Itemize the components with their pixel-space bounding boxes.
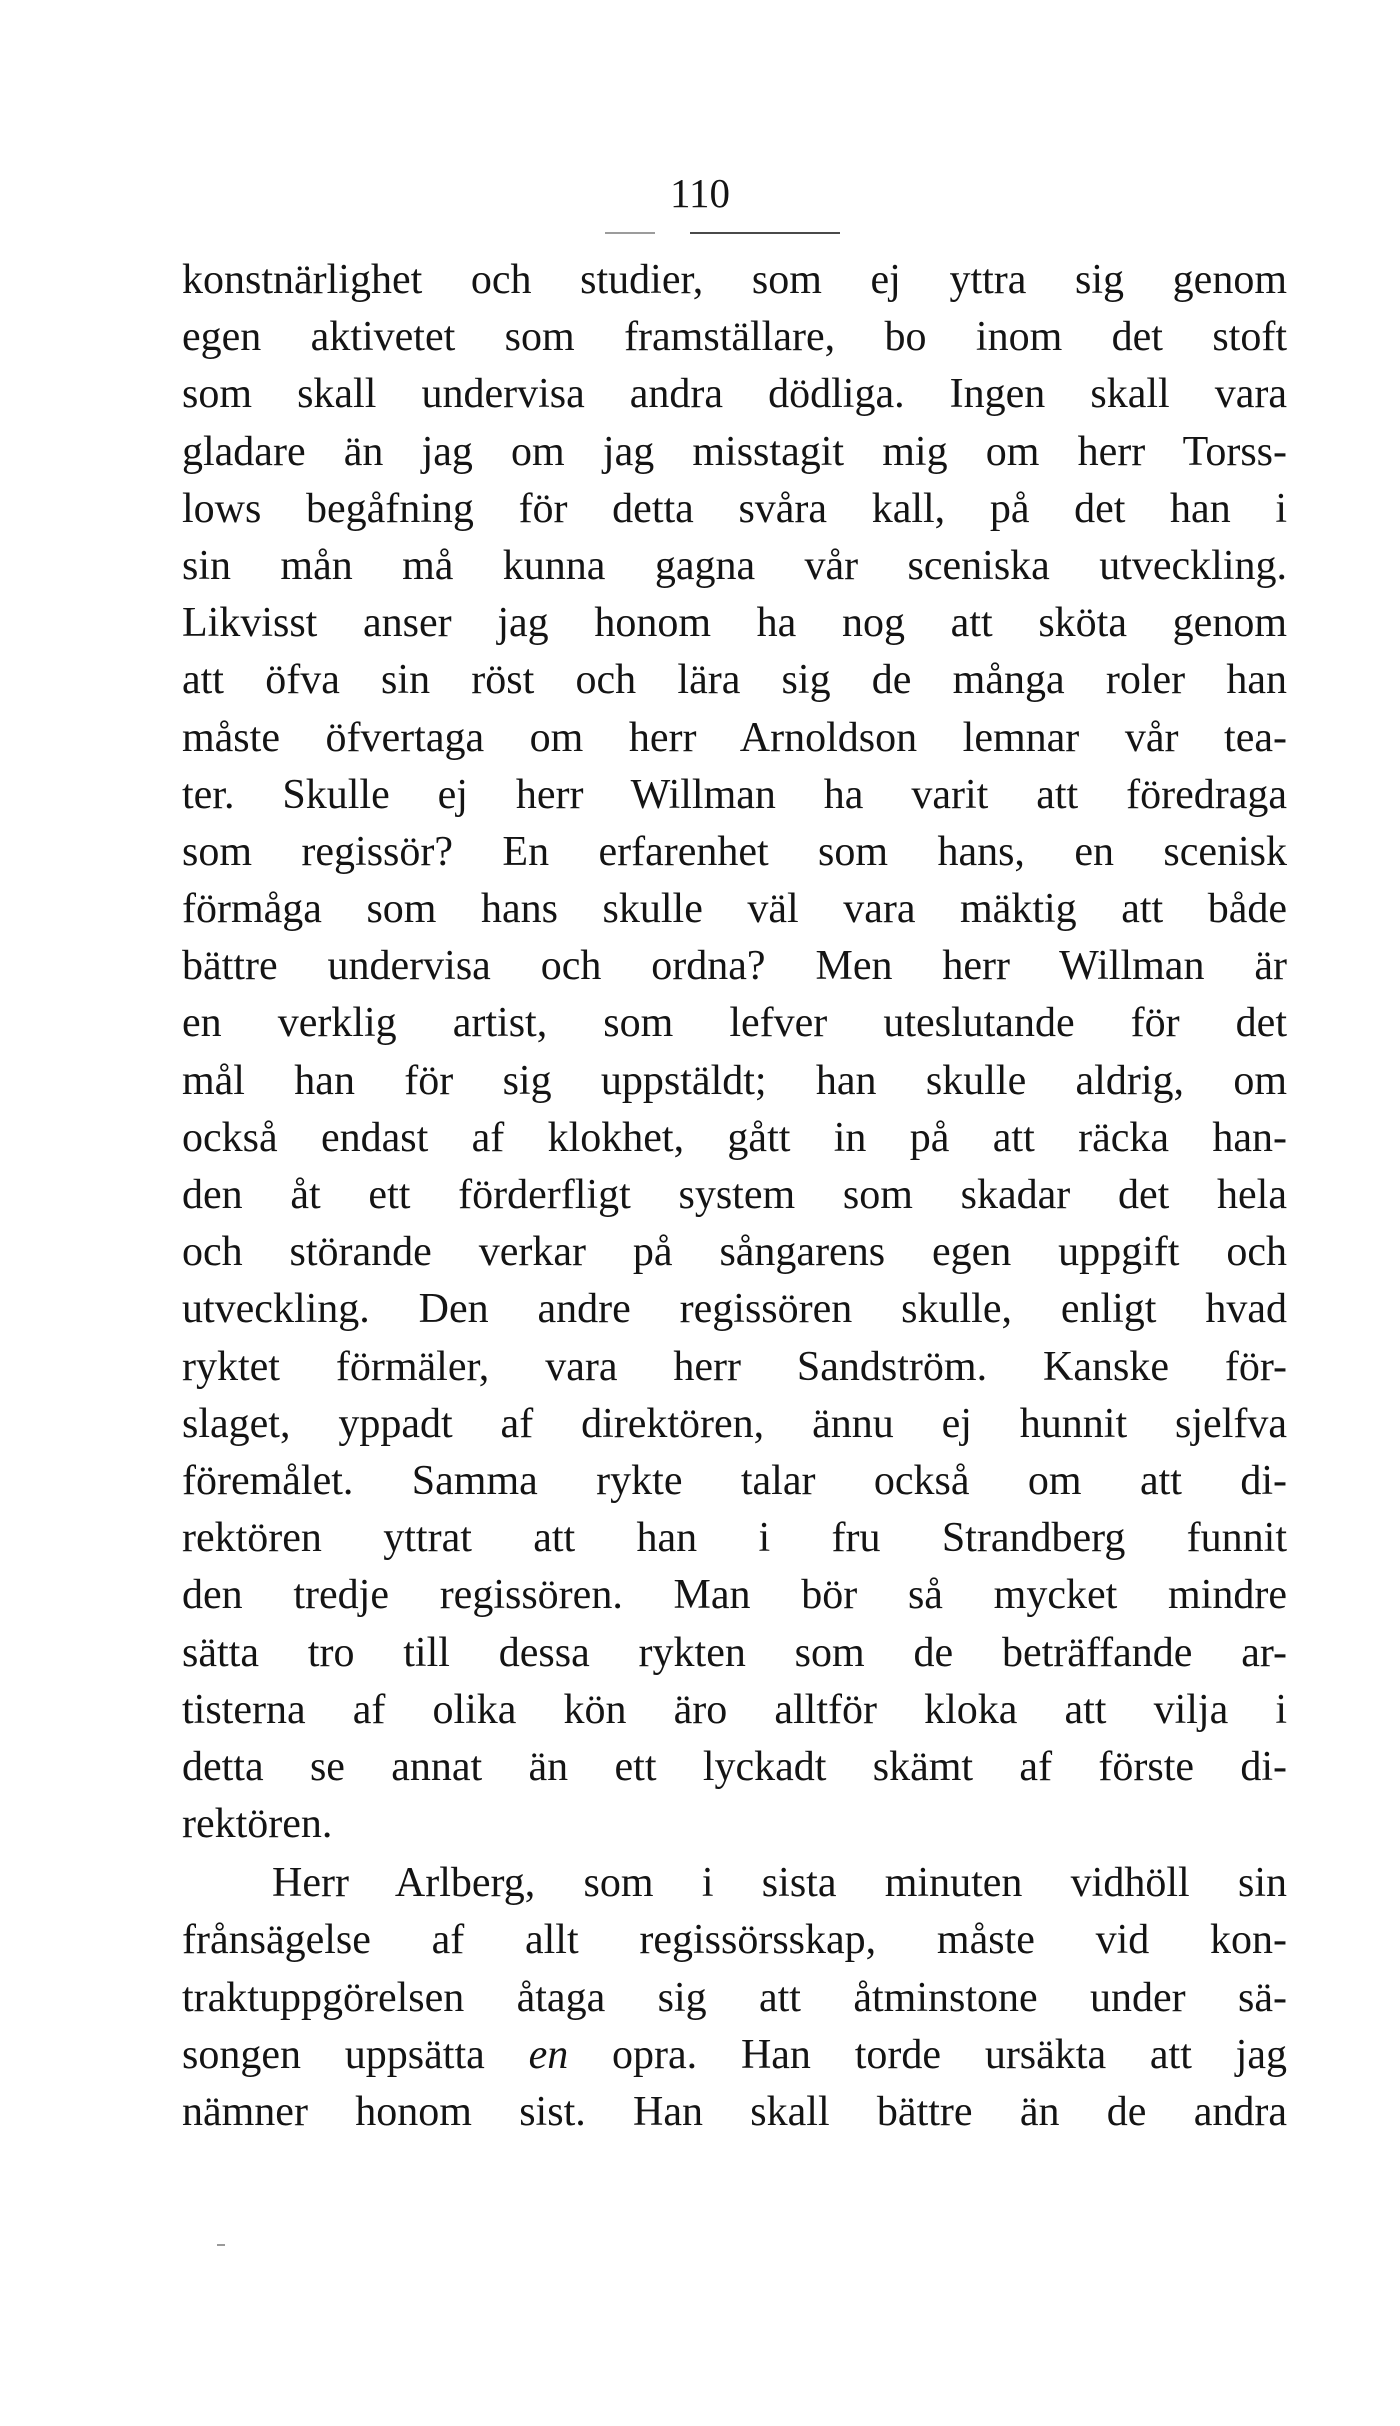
text-line: frånsägelse af allt regissörsskap, måste vid kon-	[182, 1917, 1287, 1964]
text-line	[182, 2027, 1287, 2084]
text-line: rektören.	[182, 1801, 333, 1848]
text-line: en verklig artist, som lefver uteslutande för det	[182, 1000, 1287, 1047]
text-line: också endast af klokhet, gått in på att räcka han-	[182, 1114, 1287, 1161]
text-line: Likvisst anser jag honom ha nog att sköta genom	[182, 600, 1287, 647]
text-line: sätta tro till dessa rykten som de beträffande ar-	[182, 1629, 1287, 1676]
text-line: den åt ett förderfligt system som skadar det hela	[182, 1172, 1287, 1218]
header-rule	[605, 232, 655, 234]
text-line: Herr Arlberg, som i sista minuten vidhöll sin	[272, 1860, 1287, 1907]
body-text	[182, 252, 1287, 2141]
text-line: konstnärlighet och studier, som ej yttra sig genom	[182, 257, 1287, 303]
text-line: traktuppgörelsen åtaga sig att åtminstone under sä-	[182, 1974, 1287, 2021]
text-line: den tredje regissören. Man bör så mycket mindre	[182, 1572, 1287, 1619]
text-line: lows begåfning för detta svåra kall, på det han i	[182, 485, 1287, 532]
text-line: gladare än jag om jag misstagit mig om herr Torss-	[182, 428, 1287, 475]
italic-word: en	[528, 2031, 569, 2078]
text-segment: songen uppsätta	[182, 2031, 529, 2078]
text-line: förmåga som hans skulle väl vara mäktig att både	[182, 886, 1287, 933]
text-line: detta se annat än ett lyckadt skämt af förste di-	[182, 1743, 1287, 1790]
text-line: nämner honom sist. Han skall bättre än de andra	[182, 2089, 1287, 2135]
text-line: att öfva sin röst och lära sig de många roler han	[182, 657, 1287, 704]
text-line: måste öfvertaga om herr Arnoldson lemnar vår tea-	[182, 714, 1287, 761]
text-line: ryktet förmäler, vara herr Sandström. Kanske för-	[182, 1343, 1287, 1390]
print-speck	[217, 2244, 225, 2246]
page-number: 110	[670, 170, 730, 216]
text-line: som regissör? En erfarenhet som hans, en scenisk	[182, 828, 1287, 875]
text-line: som skall undervisa andra dödliga. Ingen skall vara	[182, 371, 1287, 418]
text-line: mål han för sig uppstäldt; han skulle aldrig, om	[182, 1057, 1287, 1104]
text-segment: opra. Han torde ursäkta att jag	[568, 2031, 1287, 2078]
text-line: och störande verkar på sångarens egen uppgift och	[182, 1229, 1287, 1276]
text-line: sin mån må kunna gagna vår sceniska utveckling.	[182, 542, 1287, 589]
text-line: utveckling. Den andre regissören skulle, enligt hvad	[182, 1286, 1287, 1333]
text-line: ter. Skulle ej herr Willman ha varit att föredraga	[182, 771, 1287, 818]
text-line: slaget, yppadt af direktören, ännu ej hunnit sjelfva	[182, 1400, 1287, 1447]
text-line: rektören yttrat att han i fru Strandberg funnit	[182, 1515, 1287, 1562]
text-line: bättre undervisa och ordna? Men herr Willman är	[182, 943, 1287, 990]
header-rule	[690, 232, 840, 234]
text-line: tisterna af olika kön äro alltför kloka att vilja i	[182, 1686, 1287, 1733]
text-line: föremålet. Samma rykte talar också om att di-	[182, 1457, 1287, 1504]
text-line: egen aktivetet som framställare, bo inom det stoft	[182, 314, 1287, 361]
